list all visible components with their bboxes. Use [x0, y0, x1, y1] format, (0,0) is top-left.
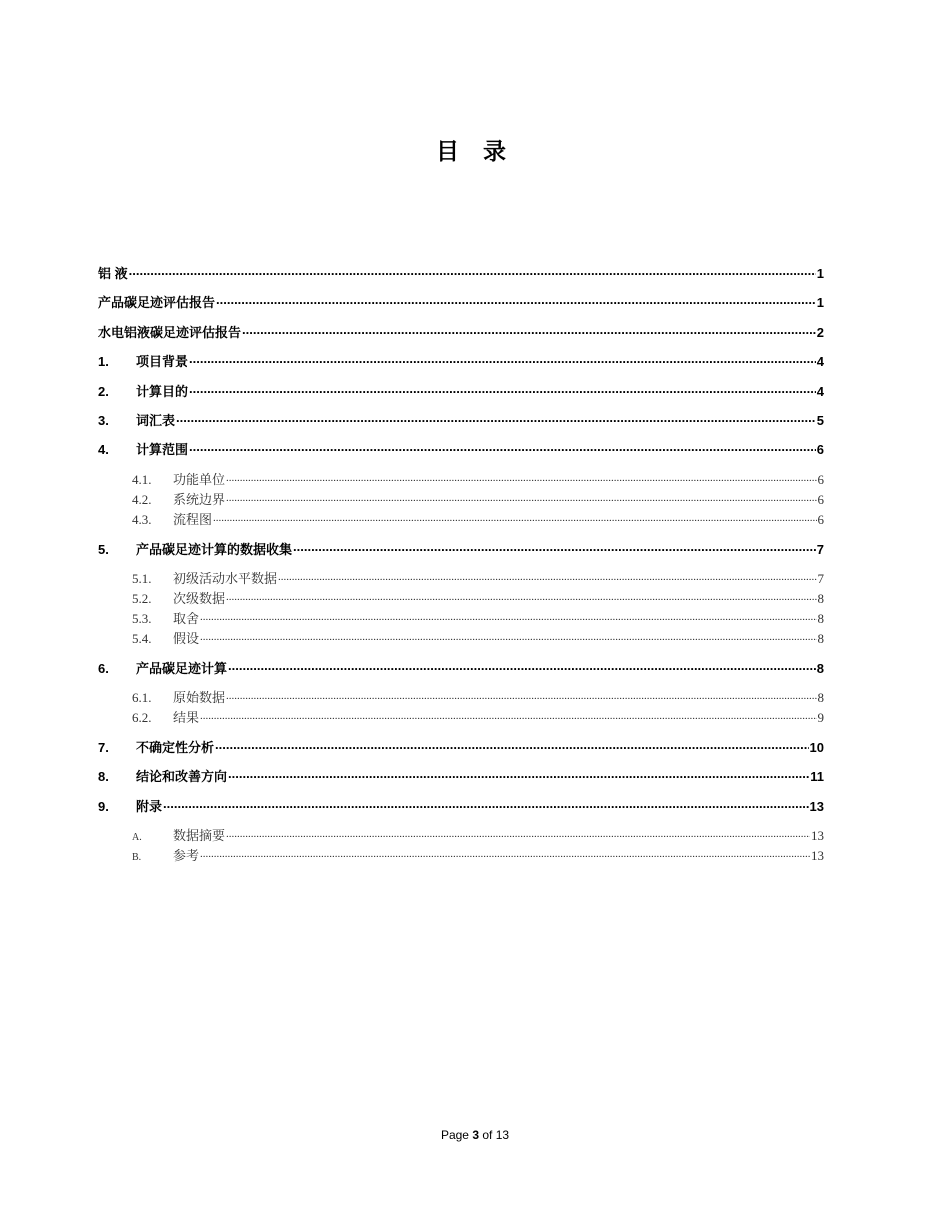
toc-dot-leader [216, 294, 816, 307]
toc-entry[interactable] [98, 539, 824, 558]
toc-dot-leader [200, 630, 816, 643]
toc-entry-page-number: 10 [809, 740, 824, 755]
toc-entry-label: 项目背景 [136, 354, 189, 369]
toc-entry-label: 计算目的 [136, 384, 189, 399]
toc-entry-page-number: 8 [816, 661, 824, 676]
toc-entry-page-number: 1 [816, 295, 824, 310]
toc-entry-number: 5.1. [132, 571, 152, 586]
page-title: 目 录 [435, 139, 514, 165]
toc-entry[interactable] [132, 707, 824, 726]
toc-entry[interactable] [132, 825, 824, 844]
toc-entry[interactable] [132, 509, 824, 528]
toc-entry-number: 2. [98, 384, 109, 399]
toc-entry[interactable] [132, 568, 824, 587]
toc-dot-leader [226, 471, 816, 484]
toc-entry-page-number: 6 [816, 442, 824, 457]
toc-entry-number: B. [132, 852, 142, 863]
toc-dot-leader [189, 353, 816, 366]
toc-entry-number: 4.1. [132, 472, 152, 487]
toc-entry-number: 1. [98, 354, 109, 369]
footer-prefix: Page [440, 1128, 473, 1142]
toc-entry-page-number: 13 [811, 828, 824, 843]
toc-entry-label: 产品碳足迹评估报告 [98, 295, 216, 310]
toc-entry-number: 9. [98, 799, 109, 814]
toc-entry-page-number: 9 [817, 710, 824, 725]
toc-entry-page-number: 13 [809, 799, 824, 814]
toc-entry-page-number: 7 [817, 571, 824, 586]
toc-entry[interactable] [98, 410, 824, 429]
toc-entry-label: 产品碳足迹计算的数据收集 [136, 542, 293, 557]
toc-entry[interactable] [132, 608, 824, 627]
toc-entry-page-number: 7 [816, 542, 824, 557]
toc-entry-page-number: 2 [816, 325, 824, 340]
toc-entry-page-number: 4 [816, 354, 824, 369]
toc-entry-page-number: 6 [817, 472, 824, 487]
toc-entry[interactable] [98, 351, 824, 370]
toc-entry-page-number: 11 [810, 769, 824, 784]
toc-dot-leader [226, 590, 816, 603]
toc-entry-label: 结果 [173, 710, 200, 725]
toc-entry-number: 5.3. [132, 611, 152, 626]
toc-entry[interactable] [98, 263, 824, 282]
toc-entry-label: 初级活动水平数据 [173, 571, 278, 586]
toc-entry[interactable] [132, 469, 824, 488]
toc-entry-page-number: 6 [817, 512, 824, 527]
toc-entry[interactable] [98, 292, 824, 311]
toc-entry[interactable] [98, 737, 824, 756]
toc-dot-leader [200, 847, 810, 860]
toc-entry-page-number: 1 [816, 266, 824, 281]
toc-entry-label: 铝 液 [98, 266, 128, 281]
toc-dot-leader [213, 511, 816, 524]
toc-entry-page-number: 6 [817, 492, 824, 507]
toc-dot-leader [278, 570, 816, 583]
footer-middle: of [479, 1128, 496, 1142]
toc-entry[interactable] [132, 628, 824, 647]
toc-entry-label: 不确定性分析 [136, 740, 215, 755]
toc-dot-leader [163, 798, 809, 811]
toc-dot-leader [189, 383, 816, 396]
toc-entry[interactable] [132, 845, 824, 864]
toc-dot-leader [129, 265, 816, 278]
toc-entry-label: 功能单位 [173, 472, 226, 487]
toc-dot-leader [215, 739, 809, 752]
toc-entry-number: 8. [98, 769, 109, 784]
toc-dot-leader [226, 827, 810, 840]
footer-total-pages: 13 [495, 1128, 510, 1142]
toc-entry-page-number: 8 [817, 631, 824, 646]
toc-entry-label: 取舍 [173, 611, 200, 626]
toc-entry-number: 6. [98, 661, 109, 676]
toc-entry-number: 3. [98, 413, 109, 428]
toc-entry[interactable] [132, 489, 824, 508]
toc-entry-label: 结论和改善方向 [136, 769, 228, 784]
toc-dot-leader [228, 660, 816, 673]
toc-entry-number: 5. [98, 542, 109, 557]
toc-entry-label: 附录 [136, 799, 163, 814]
toc-dot-leader [200, 610, 816, 623]
toc-dot-leader [228, 768, 809, 781]
toc-entry-label: 数据摘要 [173, 828, 226, 843]
toc-dot-leader [226, 491, 816, 504]
toc-entry-number: 6.2. [132, 710, 152, 725]
toc-dot-leader [176, 412, 816, 425]
toc-entry-number: A. [132, 832, 142, 843]
toc-entry[interactable] [98, 439, 824, 458]
toc-entry-number: 4.3. [132, 512, 152, 527]
toc-entry-label: 水电铝液碳足迹评估报告 [98, 325, 242, 340]
toc-entry-label: 次级数据 [173, 591, 226, 606]
toc-entry[interactable] [132, 588, 824, 607]
toc-entry-page-number: 8 [817, 591, 824, 606]
toc-entry-number: 4. [98, 442, 109, 457]
toc-entry[interactable] [98, 658, 824, 677]
page-footer [0, 1128, 950, 1142]
toc-entry-page-number: 8 [817, 690, 824, 705]
toc-entry[interactable] [98, 796, 824, 815]
toc-entry-number: 5.4. [132, 631, 152, 646]
toc-entry-number: 4.2. [132, 492, 152, 507]
toc-entry[interactable] [98, 381, 824, 400]
toc-entry-page-number: 8 [817, 611, 824, 626]
toc-entry-label: 系统边界 [173, 492, 226, 507]
toc-entry[interactable] [132, 687, 824, 706]
toc-entry-label: 流程图 [173, 512, 213, 527]
toc-entry-label: 参考 [173, 848, 200, 863]
toc-entry-label: 产品碳足迹计算 [136, 661, 228, 676]
toc-dot-leader [189, 441, 816, 454]
toc-entry-number: 5.2. [132, 591, 152, 606]
toc-entry-page-number: 5 [816, 413, 824, 428]
toc-dot-leader [200, 709, 816, 722]
toc-entry-page-number: 13 [811, 848, 824, 863]
toc-dot-leader [242, 324, 816, 337]
toc-entry-label: 假设 [173, 631, 200, 646]
toc-entry[interactable] [98, 766, 824, 785]
toc-dot-leader [226, 689, 816, 702]
toc-entry-label: 计算范围 [136, 442, 189, 457]
toc-dot-leader [293, 541, 816, 554]
toc-entry-number: 7. [98, 740, 109, 755]
toc-entry-label: 原始数据 [173, 690, 226, 705]
toc-entry-number: 6.1. [132, 690, 152, 705]
footer-current-page: 3 [472, 1128, 479, 1142]
toc-entry[interactable] [98, 322, 824, 341]
toc-entry-label: 词汇表 [136, 413, 176, 428]
toc-entry-page-number: 4 [816, 384, 824, 399]
